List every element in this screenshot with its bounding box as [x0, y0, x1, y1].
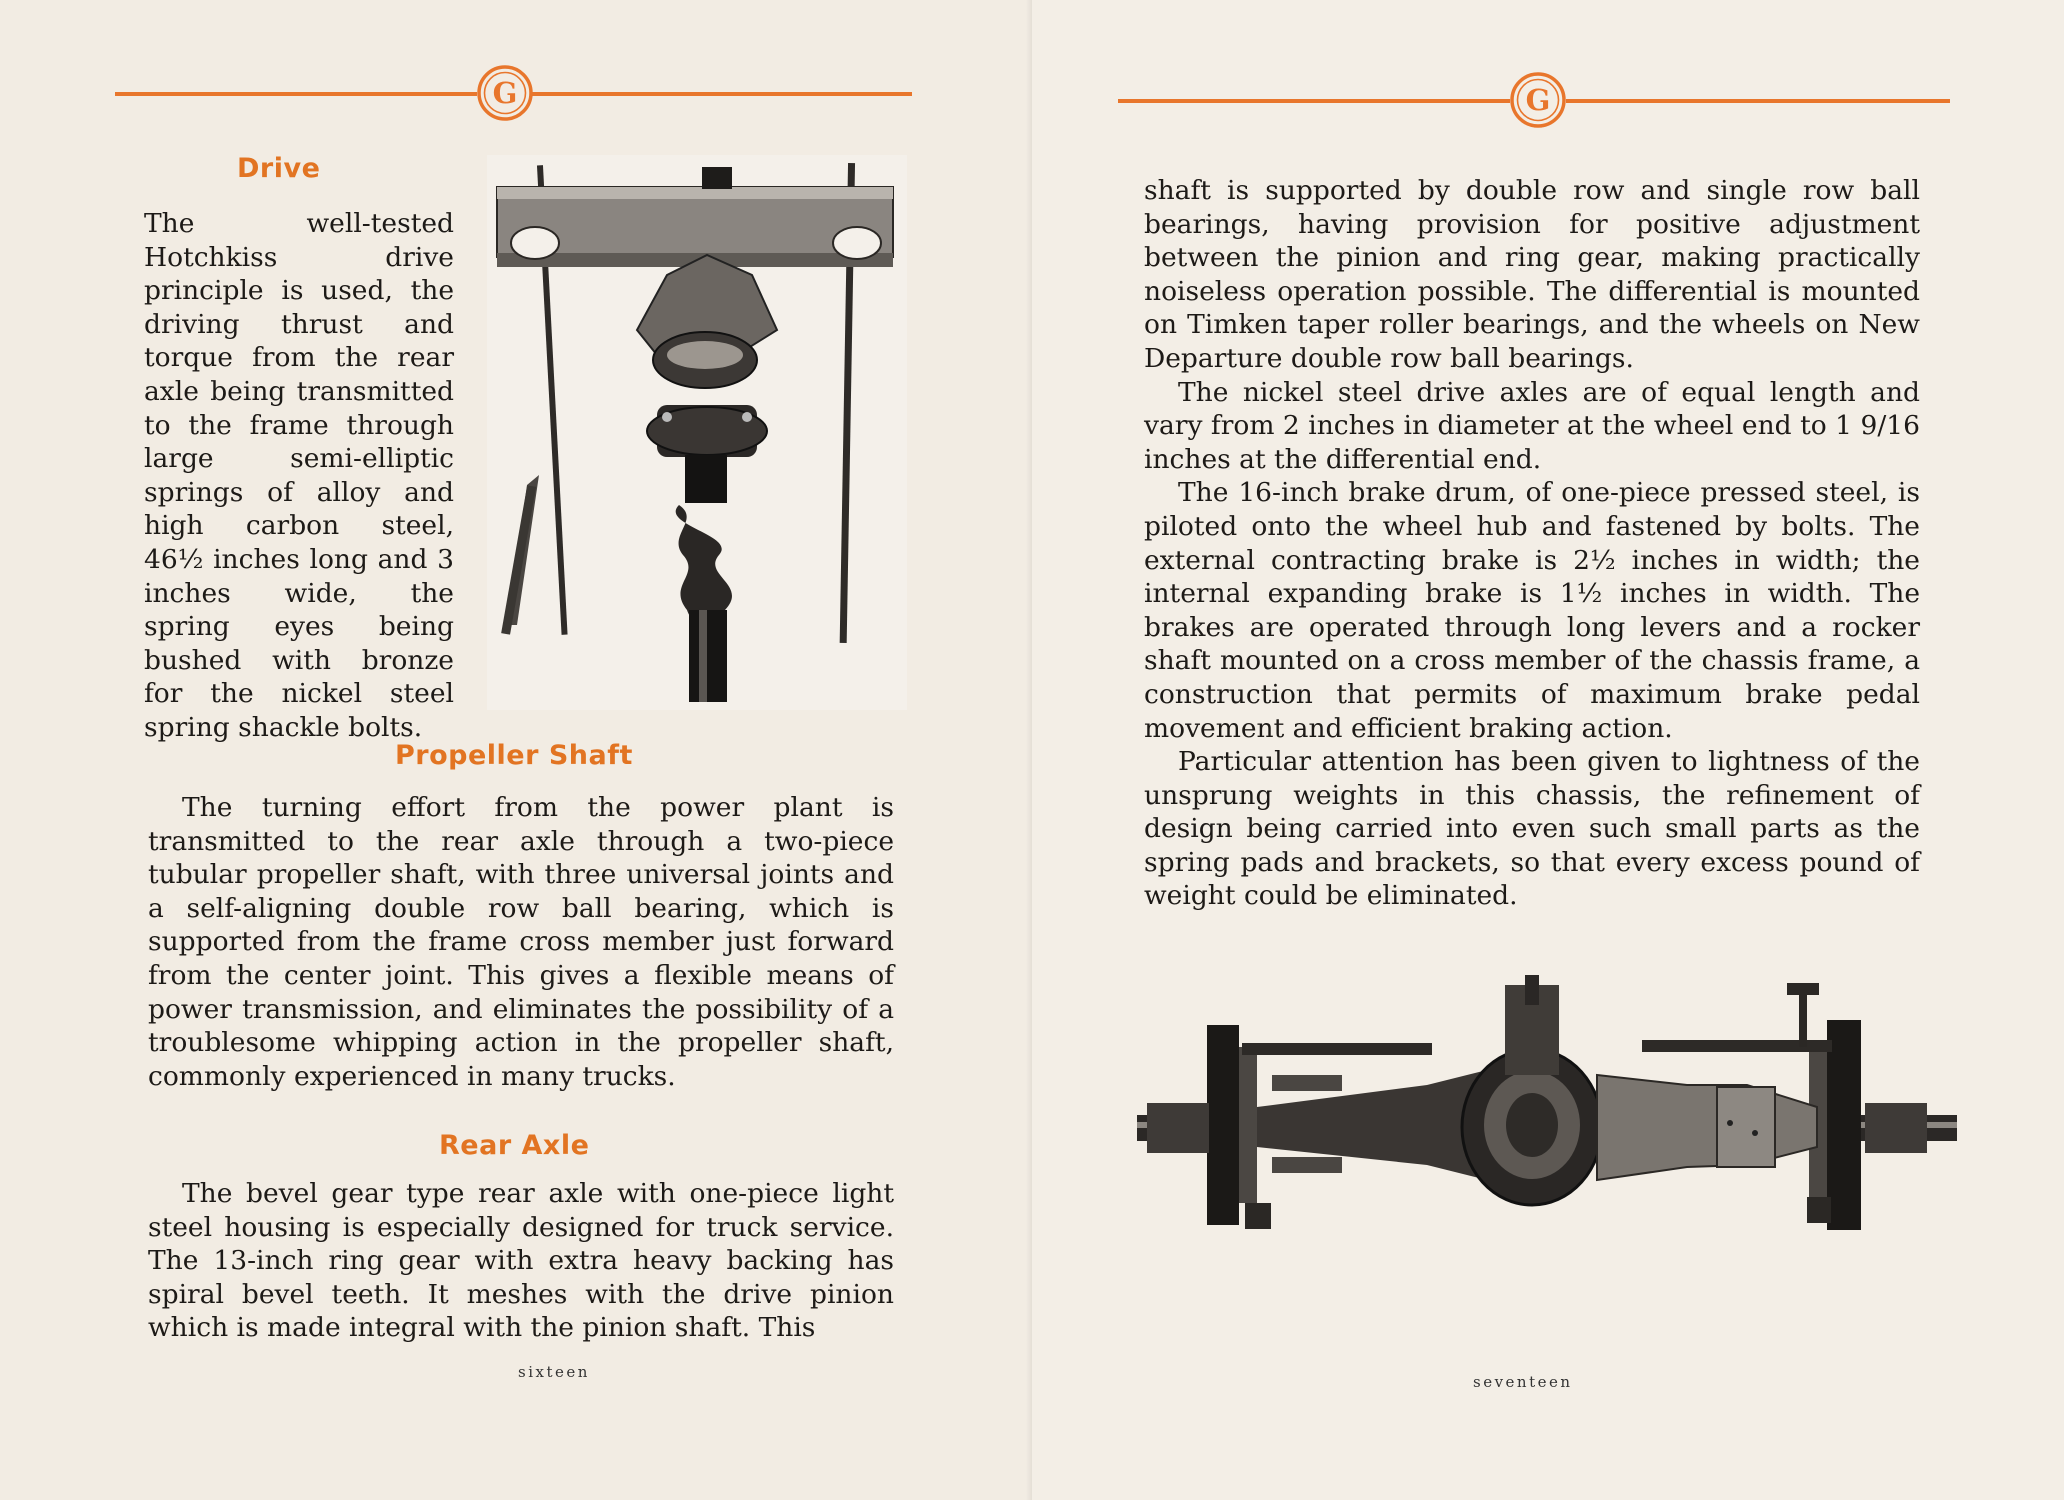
drive-text: The well-tested Hotchkiss drive principle is used, the driving thrust and torque from the rear axle being transmitted to the frame through large semi-elliptic springs of alloy and high carbon steel, 46½ inches long and 3 inches wide, the spring eyes being bushed with bronze for the nickel steel spring shackle bolts. [144, 208, 454, 743]
folio-seventeen: seventeen [1473, 1373, 1573, 1391]
header-rule-left-b [532, 92, 912, 96]
header-rule-right-b [1566, 99, 1950, 103]
header-rule-left-a [115, 92, 477, 96]
right-para-1: shaft is supported by double row and single row ball bearings, having provision for positive adjustment between the pinion and ring gear, making practically noiseless operation possible. The differential is mounted on Timken taper roller bearings, and the wheels on New Departure double row ball bearings. [1144, 175, 1920, 374]
drive-paragraph [144, 207, 454, 745]
propeller-text: The turning effort from the power plant is transmitted to the rear axle through a two-piece tubular propeller shaft, with three universal joints and a self-aligning double row ball bearing, which is supported from the frame cross member just forward from the center joint. This gives a flexible means of power transmission, and eliminates the possibility of a troublesome whipping action in the propeller shaft, commonly experienced in many trucks. [148, 792, 894, 1092]
logo-letter-left: G [492, 76, 518, 110]
right-para-2: The nickel steel drive axles are of equal length and vary from 2 inches in diameter at the wheel end to 1 9/16 inches at the differential end. [1144, 376, 1920, 475]
right-para-4: Particular attention has been given to lightness of the unsprung weights in this chassis, the refinement of design being carried into even such small parts as the spring pads and brackets, so that every excess pound of weight could be eliminated. [1144, 746, 1920, 912]
brand-logo-left [476, 64, 534, 122]
right-para-3: The 16-inch brake drum, of one-piece pressed steel, is piloted onto the wheel hub and fastened by bolts. The external contracting brake is 2½ inches in width; the internal expanding brake is 1½ inches in width. The brakes are operated through long levers and a rocker shaft mounted on a cross member of the chassis frame, a construction that permits of maximum brake pedal movement and efficient braking action. [1144, 477, 1920, 744]
right-page [1032, 0, 2064, 1500]
rear-axle-text: The bevel gear type rear axle with one-piece light steel housing is especially designed for truck service. The 13-inch ring gear with extra heavy backing has spiral bevel teeth. It meshes with the drive pinion which is made integral with the pinion shaft. This [148, 1178, 894, 1344]
heading-propeller-shaft: Propeller Shaft [395, 740, 633, 771]
rear-axle-paragraph [148, 1177, 894, 1345]
propeller-paragraph [148, 791, 894, 1093]
heading-drive: Drive [237, 153, 321, 184]
brand-logo-right [1509, 71, 1567, 129]
drive-illustration [487, 155, 907, 710]
right-body [1144, 174, 1920, 913]
folio-sixteen: sixteen [518, 1363, 590, 1381]
header-rule-right-a [1118, 99, 1510, 103]
rear-axle-illustration [1127, 975, 1967, 1260]
logo-letter-right: G [1525, 83, 1551, 117]
heading-rear-axle: Rear Axle [439, 1130, 590, 1161]
